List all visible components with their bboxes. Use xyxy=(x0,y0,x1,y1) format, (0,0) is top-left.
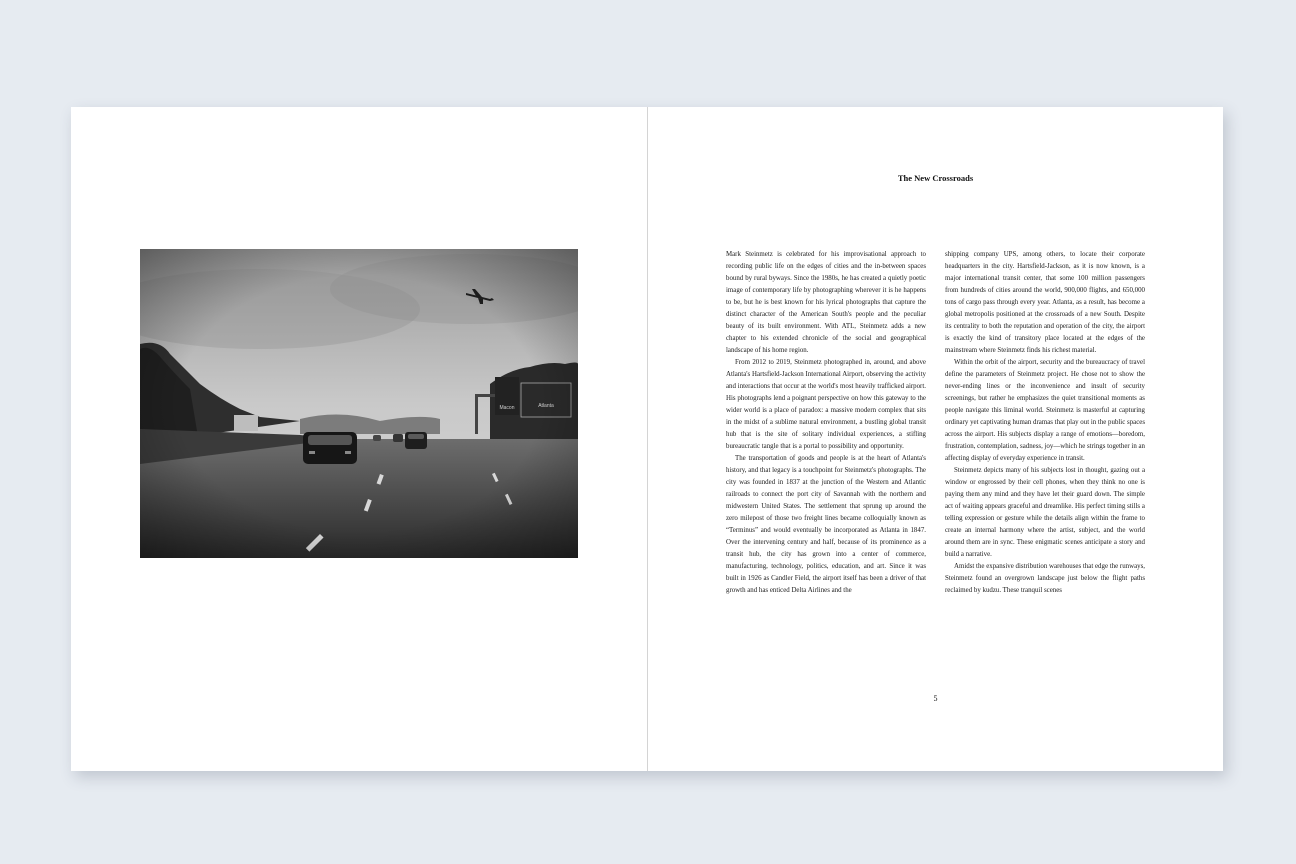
left-page xyxy=(71,107,647,771)
right-page xyxy=(648,107,1223,771)
paragraph: Amidst the expansive distribution warehouses that edge the runways, Steinmetz found an overgrown landscape just below the flight paths reclaimed by kudzu. These tranquil scenes xyxy=(945,563,1145,594)
paragraph: The transportation of goods and people is at the heart of Atlanta's history, and that legacy is a touchpoint for Steinmetz's photographs. The city was founded in 1837 at the junction of the Western and Atlantic railroads to connect the port city of Savannah with the northern and midwestern United States. The settlement that sprung up around the zero milepost of those two freight lines became colloquially known as “Terminus” and would eventually be incorporated as Atlanta in 1847. Over the intervening century and half, because of its prominence as a transit hub, the city has grown into a center of commerce, manufacturing, technology, politics, education, and art. Since it was built in 1926 as Candler Field, the airport itself has been a driver of that growth and has enticed Delta Airlines and the xyxy=(726,455,926,594)
highway-photograph xyxy=(140,249,578,558)
paragraph: shipping company UPS, among others, to locate their corporate headquarters in the city. Hartsfield-Jackson, as it is now known, is a major international transit center, that some 100 million passengers from hundreds of cities around the world, 900,000 flights, and 650,000 tons of cargo pass through every year. Atlanta, as a result, has become a global metropolis positioned at the crossroads of a new South. Despite its centrality to both the reputation and operation of the city, the airport is exactly the kind of transitory place located at the edges of the mainstream where Steinmetz finds his richest material. xyxy=(945,251,1145,354)
page-number: 5 xyxy=(933,694,938,703)
paragraph: Steinmetz depicts many of his subjects lost in thought, gazing out a window or engrossed by their cell phones, when they think no one is paying them any mind and they have let their guard down. The simple act of waiting appears graceful and dreamlike. His perfect timing stills a telling expression or gesture while the details align within the frame to create an internal harmony where the artist, subject, and the world around them are in sync. These enigmatic scenes anticipate a story and build a narrative. xyxy=(945,467,1145,558)
paragraph: Mark Steinmetz is celebrated for his improvisational approach to recording public life on the edges of cities and the in-between spaces bound by rural byways. Since the 1980s, he has created a quietly poetic image of contemporary life by photographing wherever it is he happens to be, but he is best known for his lyrical photographs that capture the distinct character of the American South's people and the peculiar beauty of its built environment. With ATL, Steinmetz adds a new chapter to his extended chronicle of the social and geographical landscape of his home region. xyxy=(726,251,926,354)
paragraph: Within the orbit of the airport, security and the bureaucracy of travel define the parameters of Steinmetz project. He chose not to show the never-ending lines or the inconvenience and insult of security screenings, but rather he emphasizes the quiet transitional moments as people navigate this liminal world. Steinmetz is masterful at capturing ordinary yet captivating human dramas that play out in the public spaces across the airport. His subjects display a range of emotions—boredom, frustration, contemplation, sadness, joy—which he strings together in an affecting display of everyday experience in transit. xyxy=(945,359,1145,462)
text-column-1 xyxy=(726,249,926,597)
highway-photo-image xyxy=(140,249,578,558)
book-spread xyxy=(71,107,1223,771)
paragraph: From 2012 to 2019, Steinmetz photographed in, around, and above Atlanta's Hartsfield-Jackson International Airport, observing the activity and interactions that occur at the world's most heavily trafficked airport. His photographs lend a poignant perspective on how this gateway to the wider world is a place of paradox: a massive modern complex that sits in the midst of a sublime natural environment, a bustling global transit hub that is the site of solitary individual experiences, a stifling bureaucratic tangle that is a portal to possibility and opportunity. xyxy=(726,359,926,450)
running-title: The New Crossroads xyxy=(897,173,974,183)
text-column-2 xyxy=(945,249,1145,597)
